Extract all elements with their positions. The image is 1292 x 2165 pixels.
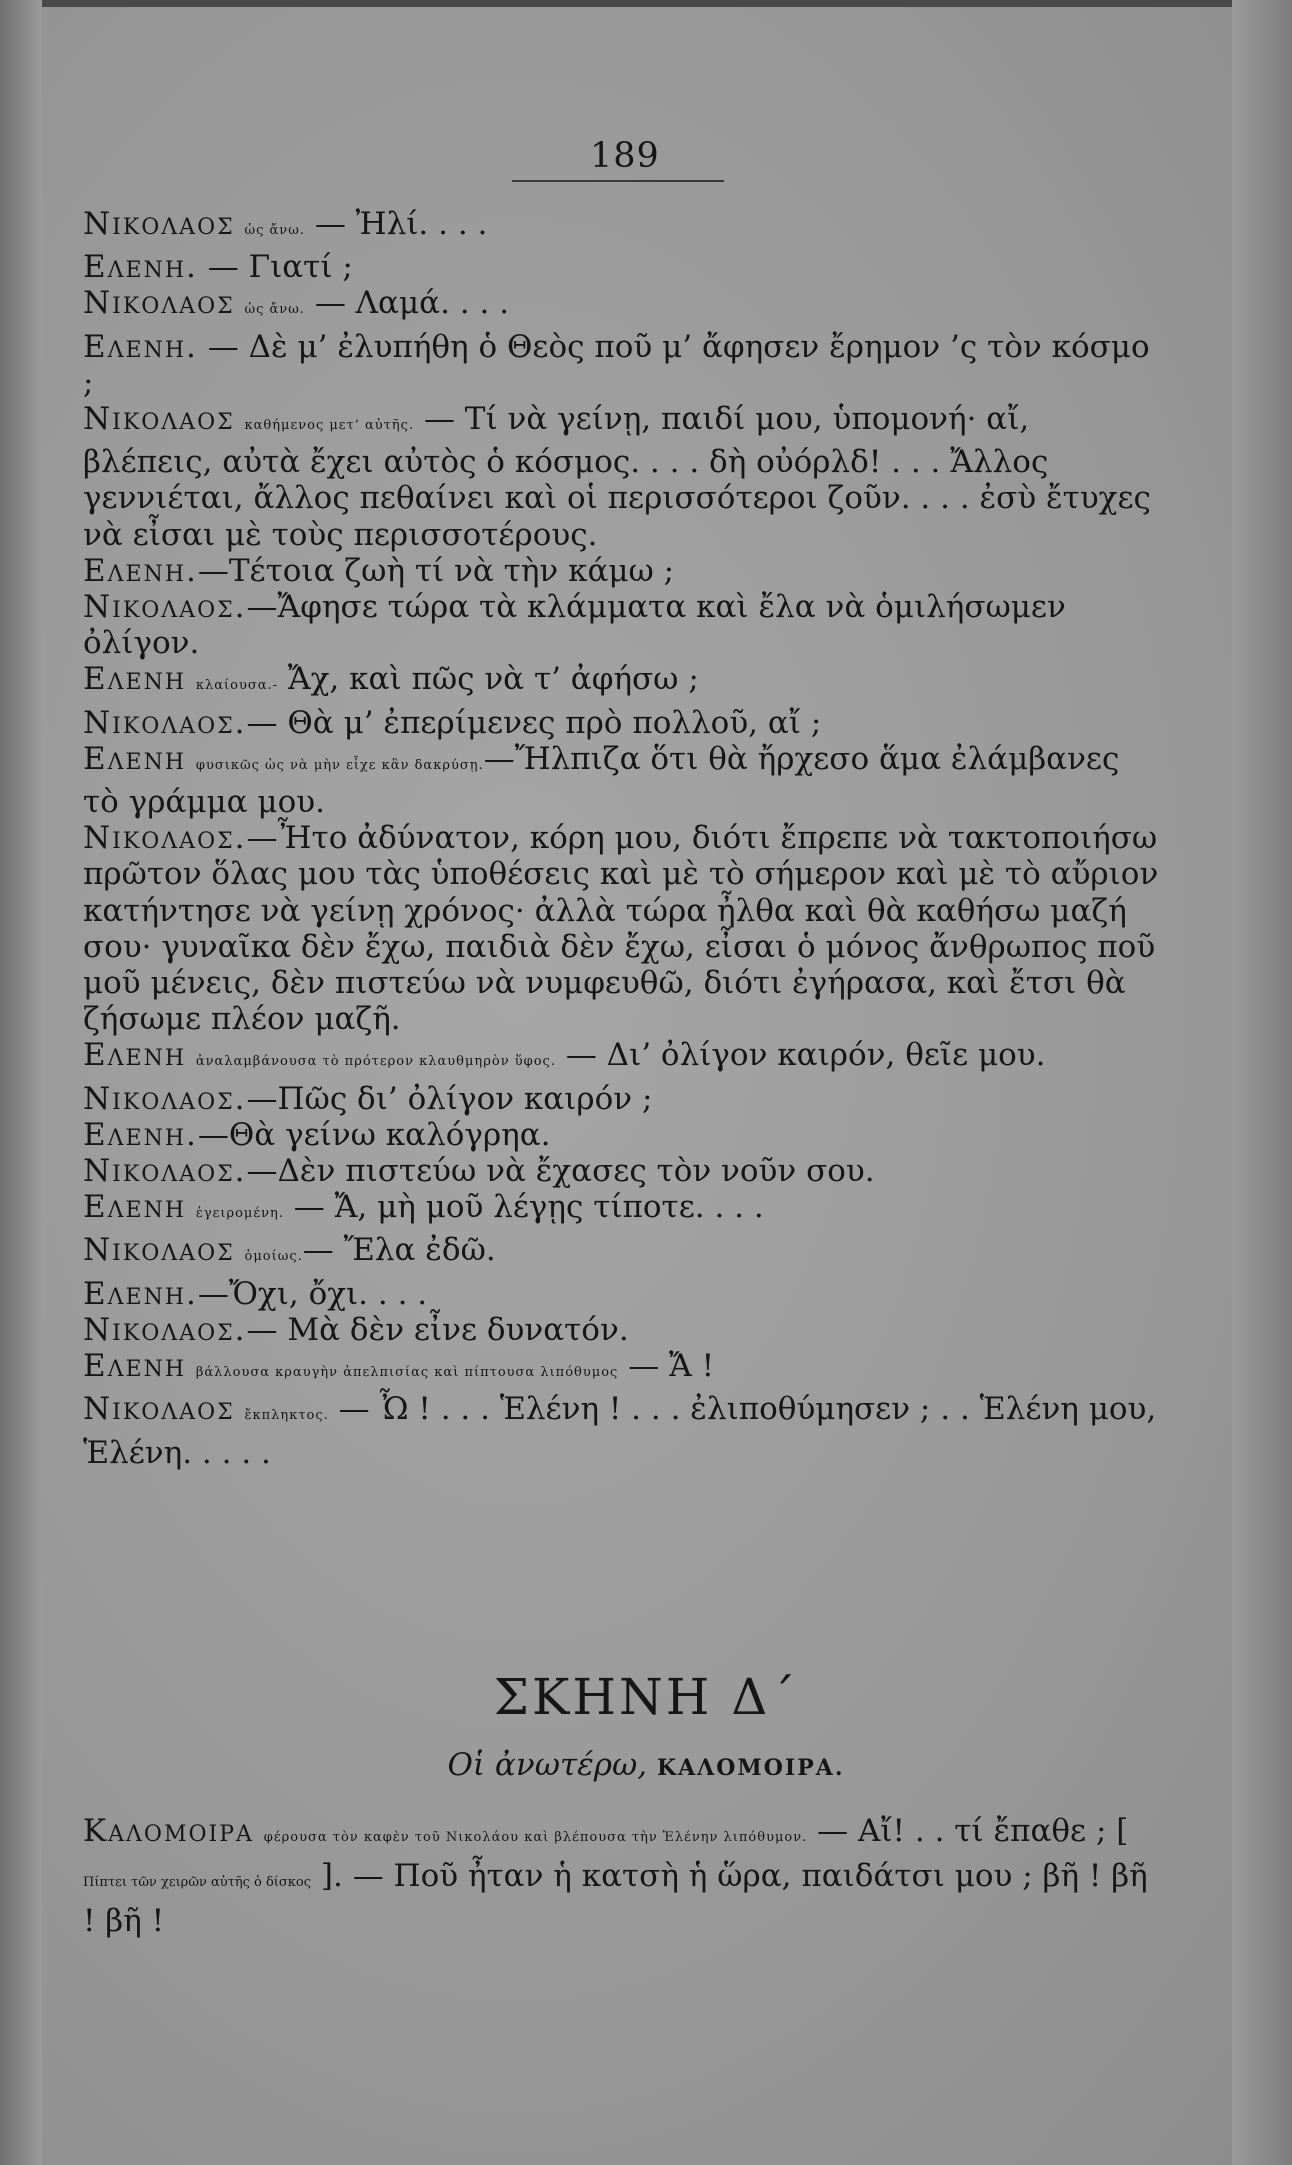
stage-direction: ἀναλαμβάνουσα τὸ πρότερον κλαυθμηρὸν ὕφος. <box>195 1054 556 1070</box>
page-left-shadow <box>0 0 42 2165</box>
spoken-text: —Θὰ γείνω καλόγρηα. <box>197 1116 551 1153</box>
dialogue-line <box>83 741 1163 820</box>
speaker-name: Νικολαος. <box>83 820 247 857</box>
dialogue-line <box>83 1189 1163 1232</box>
speaker-name: Ελενη <box>83 1348 187 1385</box>
dialogue-line <box>83 553 1163 589</box>
spoken-text: — Ποῦ ἦταν ἡ κατσὴ ἡ ὥρα, παιδάτσι μου ; βῆ ! βῆ ! βῆ ! <box>83 1858 1148 1939</box>
spoken-text: — Ἄ, μὴ μοῦ λέγῃς τίποτε. . . . <box>293 1189 764 1226</box>
speaker-name: Νικολαος. <box>83 1153 247 1190</box>
spoken-text: Ἄχ, καὶ πῶς νὰ τ’ ἀφήσω ; <box>287 661 699 698</box>
scene-heading: ΣΚΗΝΗ Δ΄ <box>493 1668 799 1726</box>
dialogue-line <box>83 329 1163 401</box>
stage-direction: φέρουσα τὸν καφὲν τοῦ Νικολάου καὶ βλέπουσα τὴν Ἑλένην λιπόθυμον. <box>263 1830 808 1845</box>
spoken-text: —Ἄφησε τώρα τὰ κλάμματα καὶ ἔλα νὰ ὁμιλήσωμεν ὀλίγον. <box>83 589 1066 662</box>
speaker-name: Ελενη. <box>83 328 198 365</box>
dialogue-line <box>83 705 1163 741</box>
speaker-name: Ελενη. <box>83 552 198 589</box>
speaker-name: Ελενη. <box>83 249 198 286</box>
stage-direction: ὡς ἄνω. <box>244 223 305 238</box>
scene-cast <box>0 1747 1292 1783</box>
speaker-name: Νικολαος <box>83 285 235 322</box>
scan-top-border <box>0 0 1292 7</box>
scene-cast-intro: Οἱ ἀνωτέρω, <box>447 1747 648 1783</box>
scene-dialogue-block <box>83 1812 1163 1940</box>
speaker-name: Νικολαος <box>83 1232 235 1269</box>
dialogue-line <box>83 1232 1163 1275</box>
spoken-text: — Ὦ ! . . . Ἑλένη ! . . . ἐλιποθύμησεν ; . . Ἑλένη μου, Ἑλένη. . . . . <box>83 1391 1157 1471</box>
speaker-name: Νικολαος <box>83 401 235 438</box>
spoken-text: —Ὄχι, ὄχι. . . . <box>197 1275 428 1312</box>
dialogue-line <box>83 820 1163 1037</box>
dialogue-line <box>83 401 1163 553</box>
bracket-open: [ <box>1116 1813 1129 1849</box>
speaker-name: Ελενη <box>83 661 187 698</box>
stage-direction: καθήμενος μετ’ αὐτῆς. <box>244 418 415 434</box>
spoken-text: — Μὰ δὲν εἶνε δυνατόν. <box>246 1311 629 1348</box>
speaker-name: Καλομοιρα <box>83 1813 254 1849</box>
speaker-name: Ελενη <box>83 1037 187 1074</box>
stage-direction: κλαίουσα.- <box>195 678 279 694</box>
dialogue-block <box>83 206 1163 1471</box>
dialogue-line <box>83 285 1163 328</box>
stage-direction: ἔκπληκτος. <box>244 1408 329 1424</box>
spoken-text: — Ἠλί. . . . <box>314 206 488 242</box>
dialogue-line <box>83 1348 1163 1391</box>
speaker-name: Ελενη. <box>83 1116 198 1153</box>
spoken-text: — Τί νὰ γείνῃ, παιδί μου, ὑπομονή· αἴ, βλέπεις, αὐτὰ ἔχει αὐτὸς ὁ κόσμος. . . . δὴ οὐόρλδ! . . . Ἄλλος γεννιέται, ἄλλος πεθαίνει καὶ οἱ περισσότεροι ζοῦν. . . . ἐσὺ ἔτυχες νὰ εἶσαι μὲ τοὺς περισσοτέρους. <box>83 401 1151 553</box>
dialogue-line <box>83 1391 1163 1470</box>
dialogue-line <box>83 1081 1163 1117</box>
spoken-text: — Γιατί ; <box>207 249 353 286</box>
spoken-text: — Ἔλα ἐδῶ. <box>302 1232 496 1269</box>
stage-direction: φυσικῶς ὡς νὰ μὴν εἶχε κἂν δακρύσῃ. <box>195 757 484 773</box>
dialogue-line <box>83 1153 1163 1189</box>
page-right-shadow <box>1232 0 1292 2165</box>
speaker-name: Νικολαος <box>83 206 235 242</box>
spoken-text: —Ἦτο ἀδύνατον, κόρη μου, διότι ἔπρεπε νὰ τακτοποιήσω πρῶτον ὅλας μου τὰς ὑποθέσεις καὶ μὲ τὸ σήμερον καὶ μὲ τὸ αὔριον κατήντησε νὰ γείνῃ χρόνος· ἀλλὰ τώρα ἦλθα καὶ θὰ καθήσω μαζή σου· γυναῖκα δὲν ἔχω, παιδιὰ δὲν ἔχω, εἶσαι ὁ μόνος ἄνθρωπος ποῦ μοῦ μένεις, δὲν πιστεύω νὰ νυμφευθῶ, διότι ἐγήρασα, καὶ ἔτσι θὰ ζήσωμε πλέον μαζῆ. <box>83 820 1159 1038</box>
page-number: 189 <box>590 136 660 176</box>
dialogue-line <box>83 1117 1163 1153</box>
spoken-text: — Δι’ ὀλίγον καιρόν, θεῖε μου. <box>565 1037 1046 1074</box>
stage-direction: ὡς ἄνω. <box>244 302 305 318</box>
stage-direction: ἐγειρομένη. <box>195 1206 284 1222</box>
spoken-text: — Θὰ μ’ ἐπερίμενες πρὸ πολλοῦ, αἴ ; <box>246 704 822 741</box>
stage-direction: βάλλουσα κραυγὴν ἀπελπισίας καὶ πίπτουσα λιπόθυμος <box>195 1365 619 1381</box>
speaker-name: Ελενη. <box>83 1275 198 1312</box>
speaker-name: Νικολαος. <box>83 704 247 741</box>
dialogue-line <box>83 589 1163 661</box>
spoken-text: —Ἤλπιζα ὅτι θὰ ἤρχεσο ἅμα ἐλάμβανες τὸ γράμμα μου. <box>83 740 1120 821</box>
spoken-text: — Δὲ μ’ ἐλυπήθη ὁ Θεὸς ποῦ μ’ ἄφησεν ἔρημον ’ς τὸν κόσμο ; <box>83 328 1150 401</box>
bracket-close: ]. <box>320 1858 343 1894</box>
speaker-name: Νικολαος. <box>83 1311 247 1348</box>
dialogue-line <box>83 1037 1163 1080</box>
dialogue-line <box>83 206 1163 249</box>
speaker-name: Ελενη <box>83 740 187 777</box>
spoken-text: —Πῶς δι’ ὀλίγον καιρόν ; <box>246 1080 653 1117</box>
speaker-name: Ελενη <box>83 1189 187 1226</box>
dialogue-line <box>83 249 1163 285</box>
speaker-name: Νικολαος <box>83 1391 235 1428</box>
dialogue-line <box>83 1812 1163 1940</box>
dialogue-line <box>83 661 1163 704</box>
stage-direction: ὁμοίως. <box>244 1249 303 1265</box>
spoken-text: —Τέτοια ζωὴ τί νὰ τὴν κάμω ; <box>197 552 675 589</box>
speaker-name: Νικολαος. <box>83 1080 247 1117</box>
dialogue-line <box>83 1276 1163 1312</box>
spoken-text: —Δὲν πιστεύω νὰ ἔχασες τὸν νοῦν σου. <box>246 1153 875 1190</box>
spoken-text: — Λαμά. . . . <box>314 285 510 322</box>
spoken-text: — Ἄ ! <box>628 1348 715 1385</box>
bracketed-direction: Πίπτει τῶν χειρῶν αὐτῆς ὁ δίσκος <box>83 1875 312 1890</box>
page-number-rule <box>512 180 724 182</box>
speaker-name: Νικολαος. <box>83 589 247 626</box>
spoken-text: — Αἴ! . . τί ἔπαθε ; <box>817 1813 1107 1849</box>
scene-cast-name: ΚΑΛΟΜΟΙΡΑ. <box>656 1755 845 1781</box>
dialogue-line <box>83 1312 1163 1348</box>
